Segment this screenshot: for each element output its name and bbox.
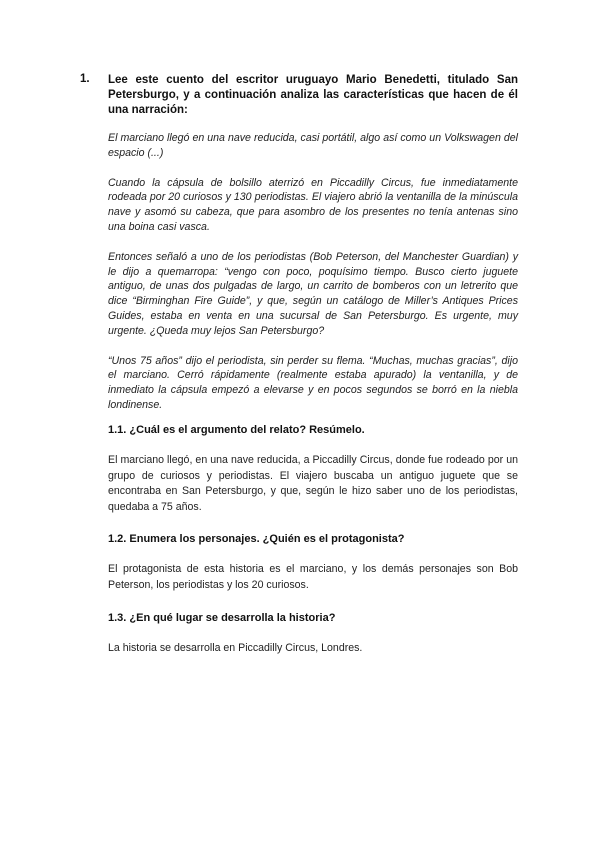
story-paragraph: Cuando la cápsula de bolsillo aterrizó en Piccadilly Circus, fue inmediatamente rodeada por 20 curiosos y 130 periodistas. El viajero abrió la ventanilla de la minúscula nave y asomó su cabeza, que para asombro de los presentes no tenía antenas sino una boina casi vasca. <box>108 176 518 233</box>
story-paragraph: “Unos 75 años” dijo el periodista, sin perder su flema. “Muchas, muchas gracias”, dijo el marciano. Cerró rápidamente (realmente estaba apurado) la ventanilla, y de inmediato la cápsula empezó a elevarse y en pocos segundos se borró en la niebla londinense. <box>108 354 518 411</box>
section-answer: El marciano llegó, en una nave reducida, a Piccadilly Circus, donde fue rodeado por un grupo de curiosos y periodistas. El viajero buscaba un antiguo juguete que se encontraba en San Petersburgo, y que, según le hizo saber uno de los periodistas, quedaba a 75 años. <box>108 454 518 513</box>
section-heading: 1.3. ¿En qué lugar se desarrolla la historia? <box>108 611 336 624</box>
question-number: 1. <box>80 73 90 85</box>
questions-and-answers <box>108 423 518 673</box>
story-paragraph: Entonces señaló a uno de los periodistas (Bob Peterson, del Manchester Guardian) y le dijo a quemarropa: “vengo con poco, poquísimo tiempo. Busco cierto juguete antiguo, de unas dos pulgadas de largo, un carrito de bomberos con un letrerito que dice “Birminghan Fire Guide”, y que, según un catálogo de Miller’s Antiques Prices Guides, estaba en venta en una sucursal de San Petersburgo. Es urgente, muy urgente. ¿Queda muy lejos San Petersburgo? <box>108 250 518 337</box>
section-answer: El protagonista de esta historia es el marciano, y los demás personajes son Bob Peterson, los periodistas y los 20 curiosos. <box>108 563 518 591</box>
section-heading: 1.1. ¿Cuál es el argumento del relato? Resúmelo. <box>108 424 365 436</box>
story-paragraph: El marciano llegó en una nave reducida, casi portátil, algo así como un Volkswagen del espacio (...) <box>108 132 518 159</box>
section-answer: La historia se desarrolla en Piccadilly Circus, Londres. <box>108 641 363 654</box>
story-excerpt <box>108 131 518 428</box>
section-heading: 1.2. Enumera los personajes. ¿Quién es el protagonista? <box>108 533 405 546</box>
question-prompt: Lee este cuento del escritor uruguayo Mario Benedetti, titulado San Petersburgo, y a continuación analiza las características que hacen de él una narración: <box>108 74 518 116</box>
